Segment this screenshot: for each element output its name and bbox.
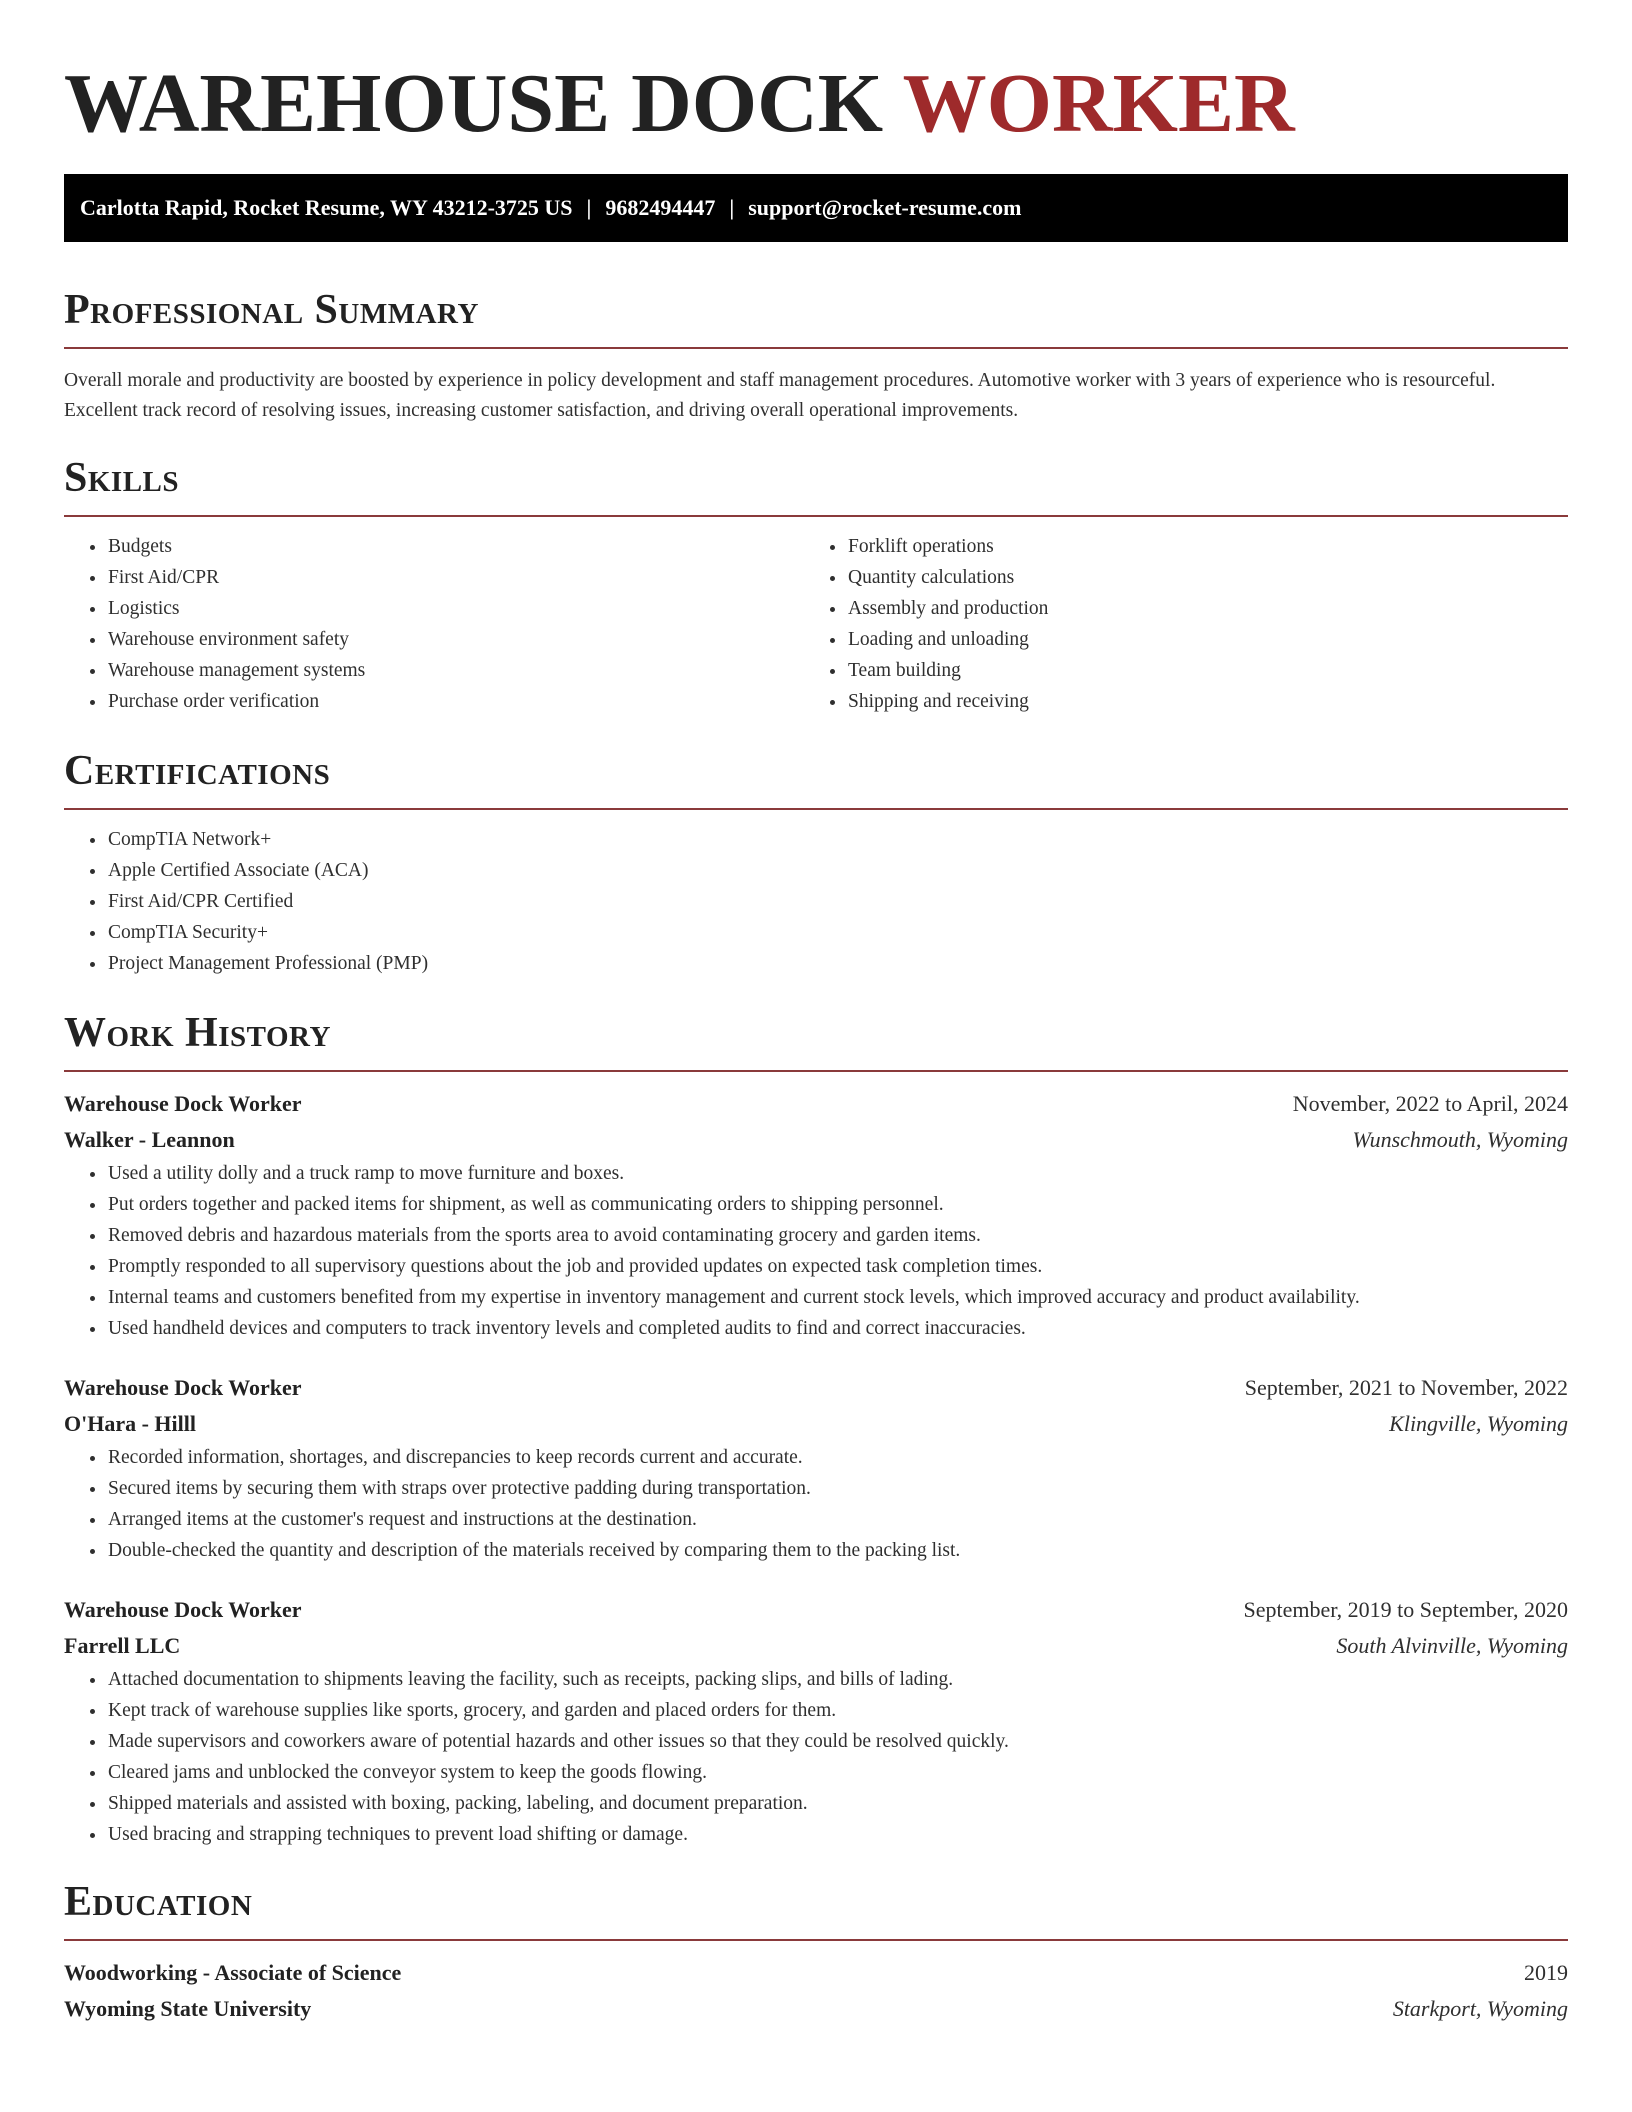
job-company: O'Hara - Hilll (64, 1411, 196, 1436)
certification-item: • CompTIA Network+ (107, 824, 1568, 855)
job-entry (64, 1592, 1568, 1850)
job-company: Farrell LLC (64, 1633, 181, 1658)
job-location: Wunschmouth, Wyoming (1352, 1127, 1568, 1152)
education-entry (64, 1955, 1568, 2027)
job-duty: • Kept track of warehouse supplies like sports, grocery, and garden and placed orders for them. (107, 1695, 1568, 1726)
job-subheader (64, 1406, 1568, 1442)
job-duty: • Cleared jams and unblocked the conveyor system to keep the goods flowing. (107, 1757, 1568, 1788)
education-school: Wyoming State University (64, 1996, 312, 2021)
title-primary: WAREHOUSE DOCK (64, 57, 884, 150)
section-divider (64, 1939, 1568, 1941)
job-dates: November, 2022 to April, 2024 (1292, 1091, 1568, 1116)
job-duty: • Used handheld devices and computers to track inventory levels and completed audits to find and correct inaccuracies. (107, 1313, 1568, 1344)
education-heading: Education (64, 1879, 253, 1925)
section-divider (64, 347, 1568, 349)
job-header (64, 1592, 1568, 1628)
skill-item: • Assembly and production (847, 593, 1544, 624)
summary-section (64, 286, 1568, 426)
job-duties (64, 1158, 1568, 1344)
skill-item: • Team building (847, 655, 1544, 686)
skill-item: • Warehouse environment safety (107, 624, 804, 655)
education-header (64, 1955, 1568, 1991)
section-divider (64, 515, 1568, 517)
job-entry (64, 1370, 1568, 1566)
job-header (64, 1370, 1568, 1406)
summary-heading: Professional Summary (64, 287, 479, 333)
certifications-list (64, 824, 1568, 979)
skill-item: • Logistics (107, 593, 804, 624)
job-duty: • Double-checked the quantity and description of the materials received by comparing them to the packing list. (107, 1535, 1568, 1566)
work-history-heading: Work History (64, 1010, 331, 1056)
job-duty: • Arranged items at the customer's request and instructions at the destination. (107, 1504, 1568, 1535)
skills-section (64, 454, 1568, 717)
job-title: Warehouse Dock Worker (64, 1597, 302, 1622)
education-section (64, 1878, 1568, 2027)
summary-text: Overall morale and productivity are boosted by experience in policy development and staff management procedures. Automotive worker with 3 years of experience who is resourceful. Excellent track record of resolving issues, increasing customer satisfaction, and driving overall operational improvements. (64, 370, 1496, 421)
section-divider (64, 808, 1568, 810)
contact-email: support@rocket-resume.com (748, 195, 1022, 220)
job-location: Klingville, Wyoming (1389, 1411, 1568, 1436)
job-duty: • Put orders together and packed items for shipment, as well as communicating orders to shipping personnel. (107, 1189, 1568, 1220)
certification-item: • CompTIA Security+ (107, 917, 1568, 948)
title-accent: WORKER (902, 57, 1295, 150)
job-entry (64, 1086, 1568, 1344)
job-header (64, 1086, 1568, 1122)
contact-address: Carlotta Rapid, Rocket Resume, WY 43212-3725 US (80, 195, 573, 220)
skill-item: • Loading and unloading (847, 624, 1544, 655)
job-subheader (64, 1122, 1568, 1158)
job-duty: • Internal teams and customers benefited from my expertise in inventory management and current stock levels, which improved accuracy and product availability. (107, 1282, 1568, 1313)
job-duty: • Removed debris and hazardous materials from the sports area to avoid contaminating grocery and garden items. (107, 1220, 1568, 1251)
work-history-section (64, 1009, 1568, 1850)
job-dates: September, 2021 to November, 2022 (1244, 1375, 1568, 1400)
education-location: Starkport, Wyoming (1392, 1996, 1568, 2021)
skills-list-left (64, 531, 804, 717)
contact-separator: | (729, 195, 735, 220)
skill-item: • Quantity calculations (847, 562, 1544, 593)
skill-item: • First Aid/CPR (107, 562, 804, 593)
job-company: Walker - Leannon (64, 1127, 235, 1152)
job-subheader (64, 1628, 1568, 1664)
job-duty: • Promptly responded to all supervisory questions about the job and provided updates on expected task completion times. (107, 1251, 1568, 1282)
skills-column-right (804, 531, 1544, 717)
skills-list-right (804, 531, 1544, 717)
job-duty: • Secured items by securing them with straps over protective padding during transportation. (107, 1473, 1568, 1504)
job-duties (64, 1664, 1568, 1850)
contact-separator: | (586, 195, 592, 220)
job-duty: • Used a utility dolly and a truck ramp to move furniture and boxes. (107, 1158, 1568, 1189)
job-title: Warehouse Dock Worker (64, 1091, 302, 1116)
skill-item: • Warehouse management systems (107, 655, 804, 686)
skill-item: • Shipping and receiving (847, 686, 1544, 717)
skills-column-left (64, 531, 804, 717)
skills-grid (64, 531, 1568, 717)
certifications-section (64, 747, 1568, 979)
job-location: South Alvinville, Wyoming (1336, 1633, 1568, 1658)
education-year: 2019 (1524, 1960, 1568, 1985)
job-duty: • Shipped materials and assisted with boxing, packing, labeling, and document preparation. (107, 1788, 1568, 1819)
certification-item: • First Aid/CPR Certified (107, 886, 1568, 917)
certification-item: • Project Management Professional (PMP) (107, 948, 1568, 979)
job-duty: • Used bracing and strapping techniques to prevent load shifting or damage. (107, 1819, 1568, 1850)
certifications-heading: Certifications (64, 748, 331, 794)
section-divider (64, 1070, 1568, 1072)
contact-bar (64, 174, 1568, 242)
resume-title (64, 0, 1568, 152)
job-duties (64, 1442, 1568, 1566)
education-subheader (64, 1991, 1568, 2027)
skill-item: • Budgets (107, 531, 804, 562)
skill-item: • Purchase order verification (107, 686, 804, 717)
certification-item: • Apple Certified Associate (ACA) (107, 855, 1568, 886)
job-duty: • Recorded information, shortages, and discrepancies to keep records current and accurate. (107, 1442, 1568, 1473)
job-duty: • Made supervisors and coworkers aware of potential hazards and other issues so that they could be resolved quickly. (107, 1726, 1568, 1757)
education-degree: Woodworking - Associate of Science (64, 1960, 402, 1985)
job-title: Warehouse Dock Worker (64, 1375, 302, 1400)
contact-phone: 9682494447 (605, 195, 716, 220)
skill-item: • Forklift operations (847, 531, 1544, 562)
skills-heading: Skills (64, 455, 180, 501)
job-dates: September, 2019 to September, 2020 (1243, 1597, 1568, 1622)
job-duty: • Attached documentation to shipments leaving the facility, such as receipts, packing slips, and bills of lading. (107, 1664, 1568, 1695)
